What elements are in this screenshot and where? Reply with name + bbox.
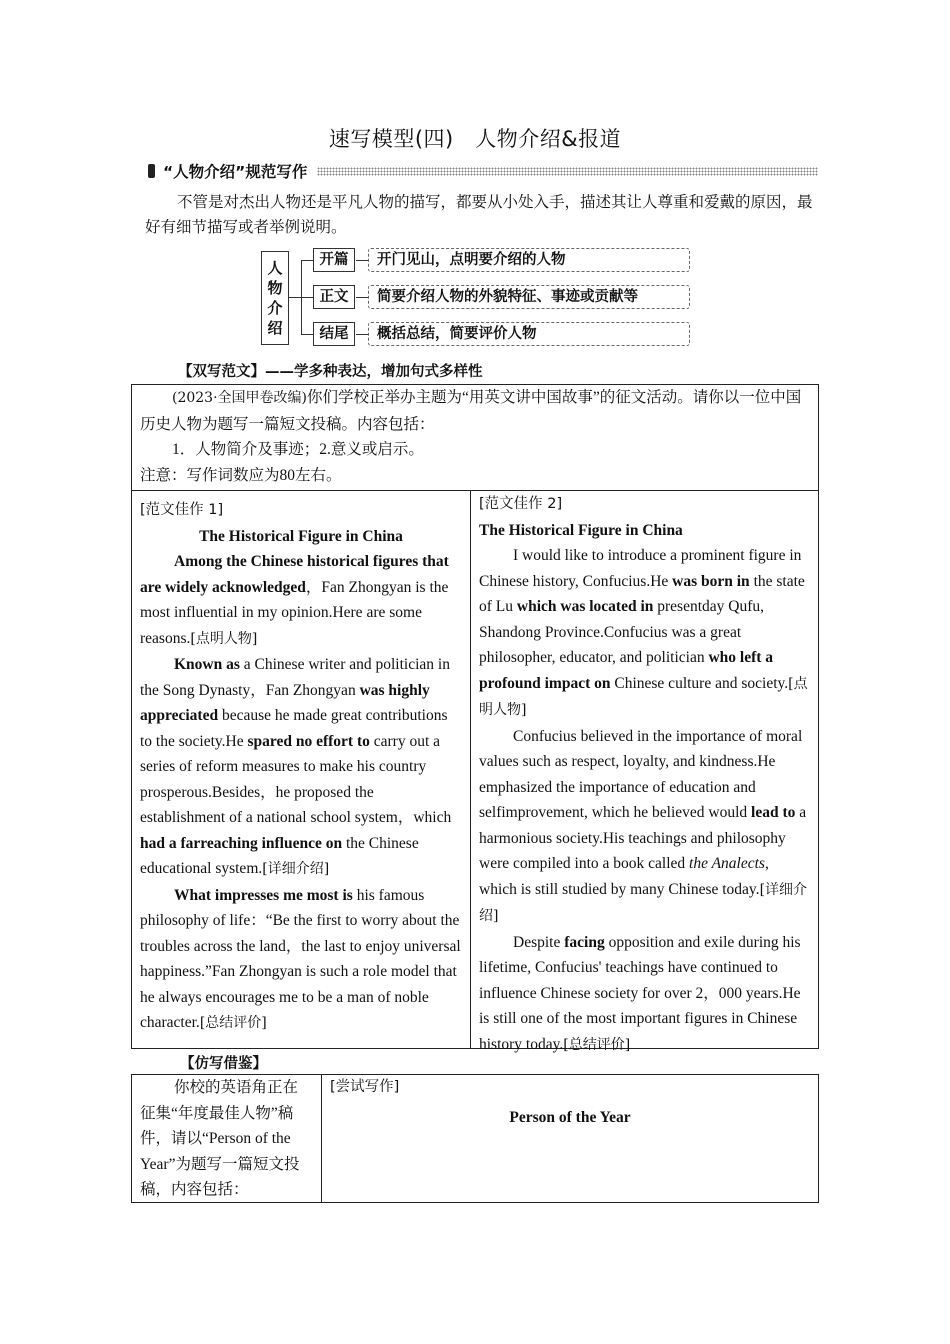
annotation-tag: [总结评价] [199,1015,267,1031]
intro-paragraph: 不管是对杰出人物还是平凡人物的描写，都要从小处入手，描述其让人尊重和爱戴的原因，最好有细节描写或者举例说明。 [145,194,813,236]
page-title: 速写模型(四) 人物介绍&报道 [328,127,622,151]
section-heading [148,160,818,182]
section-marker-icon [148,164,155,178]
sample-essay-1 [132,491,471,1048]
essay-label: [范文佳作 2] [479,496,563,512]
diagram-root-char: 物 [267,279,283,297]
essay-paragraph: What impresses me most is his famous philosophy of life：“Be the first to worry about the troubles across the land，the last to enjoy universal happiness.”Fan Zhongyan is such a role model that he always encourages me to be a man of noble character.[总结评价] [140,886,461,1031]
essay-paragraph: Known as a Chinese writer and politician in the Song Dynasty，Fan Zhongyan was highly appreciated because he made great contributions to the society.He spared no effort to carry out a series of reform measures to make his country prosperous.Besides，he proposed the establishment of a national school system，which had a farreaching influence on the Chinese educational system.[详细介绍] [140,656,452,877]
section-heading-label: “人物介绍”规范写作 [163,163,308,181]
subheading-imitation: 【仿写借鉴】 [180,1056,267,1072]
practice-table [131,1074,819,1203]
essay-paragraph: Despite facing opposition and exile during his lifetime, Confucius' teachings have continued to influence Chinese society for over 2，000 years.He is still one of the most important figures in Chinese history today.[总结评价] [479,933,801,1053]
diagram-connector [356,334,368,335]
essay-title: The Historical Figure in China [479,521,683,539]
annotation-tag: [详细介绍] [479,881,808,924]
task-prompt-line [140,385,810,437]
essay-title: The Historical Figure in China [199,527,403,545]
essay-paragraph: Among the Chinese historical figures that are widely acknowledged，Fan Zhongyan is the most influential in my opinion.Here are some reasons.[点明人物] [140,553,449,647]
diagram-value: 开门见山，点明要介绍的人物 [368,248,690,272]
practice-label: [尝试写作] [330,1079,400,1095]
task-prompt [132,385,818,491]
diagram-connector [301,260,313,261]
task-source: (2023·全国甲卷改编) [172,390,308,406]
sample-essay-table [131,384,819,1053]
diagram-root-char: 介 [267,299,283,317]
annotation-tag: [点明人物] [190,630,258,647]
diagram-value: 概括总结，简要评价人物 [368,322,690,346]
essay-paragraph: Confucius believed in the importance of moral values such as respect, loyalty, and kindness.He emphasized the importance of education and selfimprovement, which he believed would lead to a harmonious society.His teachings and philosophy were compiled into a book called the Analects, which is still studied by many Chinese today.[详细介绍] [479,727,808,924]
task-requirements: 1．人物简介及事迹；2.意义或启示。 [172,441,424,458]
diagram-root-box [261,251,289,345]
diagram-connector [301,297,313,298]
diagram-connector [289,297,301,298]
diagram-connector [356,260,368,261]
diagram-key: 正文 [313,285,355,309]
task-note: 注意：写作词数应为80左右。 [140,466,342,484]
sample-essay-2 [471,491,818,1053]
dotted-rule [317,167,818,176]
structure-diagram [255,245,695,355]
essay-paragraph: I would like to introduce a prominent figure in Chinese history, Confucius.He was born in the state of Lu which was located in presentday Qufu, Shandong Province.Confucius was a great philosopher, educator, and politician who left a profound impact on Chinese culture and society.[点明人物] [479,547,808,718]
task-description: 你们学校正举办主题为“用英文讲中国故事”的征文活动。请你以一位中国历史人物为题写一篇短文投稿。内容包括： [140,389,802,433]
diagram-root-char: 人 [267,259,283,277]
diagram-connector [356,297,368,298]
annotation-tag: [详细介绍] [262,861,330,877]
annotation-tag: [点明人物] [479,675,808,718]
practice-title: Person of the Year [509,1108,631,1126]
diagram-value: 简要介绍人物的外貌特征、事迹或贡献等 [368,285,690,309]
essay-label: [范文佳作 1] [140,502,224,518]
diagram-connector [301,334,313,335]
annotation-tag: [总结评价] [563,1036,631,1053]
diagram-key: 开篇 [313,248,355,272]
practice-prompt-cell [132,1075,322,1202]
diagram-key: 结尾 [313,322,355,346]
practice-prompt: 你校的英语角正在征集“年度最佳人物”稿件，请以“Person of the Year”为题写一篇短文投稿，内容包括： [140,1079,300,1198]
subheading-sample-essays: 【双写范文】——学多种表达，增加句式多样性 [178,364,483,380]
diagram-root-char: 绍 [267,319,283,337]
practice-writing-cell [322,1075,818,1202]
